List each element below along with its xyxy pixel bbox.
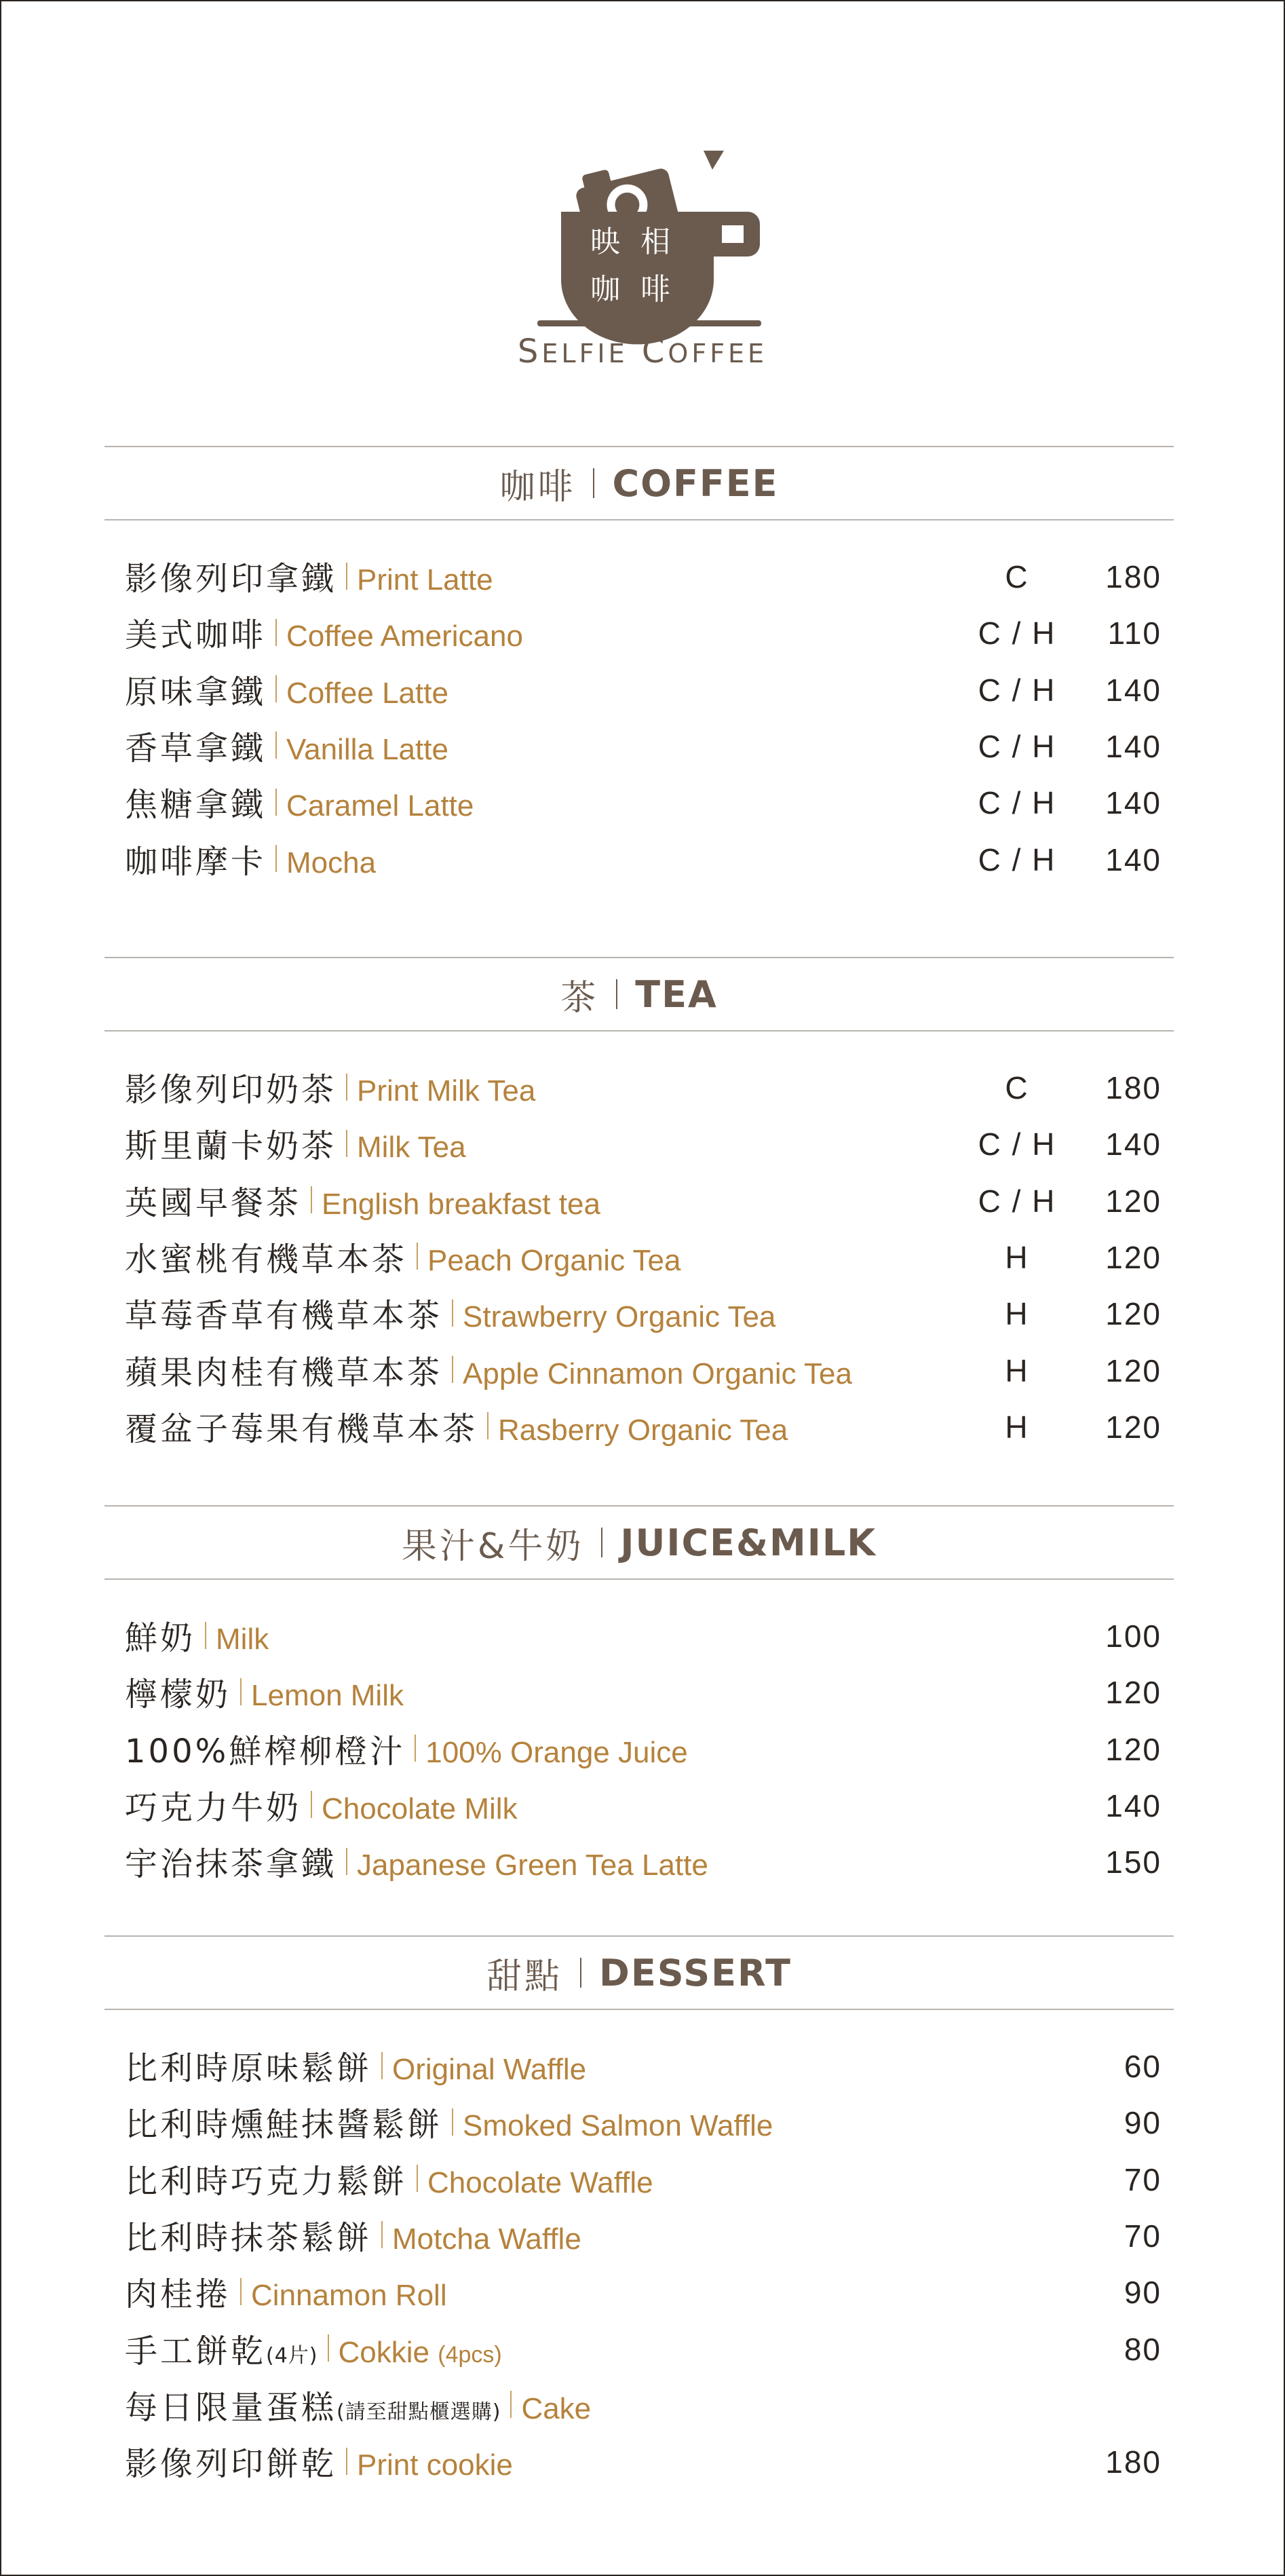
menu-item [125, 1663, 1174, 1720]
section-title-en: TEA [635, 972, 718, 1016]
item-name-zh: 檸檬奶 [125, 1675, 231, 1714]
item-temperature: H [1005, 1352, 1029, 1388]
item-price: 120 [1105, 1731, 1162, 1767]
section-title-zh: 甜點 [486, 1956, 563, 1997]
item-name [125, 1177, 600, 1224]
section-title-en: JUICE&MILK [620, 1521, 877, 1564]
item-name [125, 666, 448, 713]
item-price: 110 [1107, 615, 1162, 651]
section-header [104, 446, 1174, 520]
section-title-zh: 果汁&牛奶 [401, 1526, 584, 1567]
item-price: 140 [1105, 841, 1162, 877]
item-name-zh: 肉桂捲 [125, 2275, 231, 2314]
item-divider [328, 2334, 329, 2362]
menu-item [125, 1228, 1174, 1285]
item-price: 80 [1124, 2331, 1162, 2367]
item-name-en: Apple Cinnamon Organic Tea [463, 1357, 852, 1390]
item-temperature: H [1005, 1239, 1029, 1275]
item-divider [346, 1848, 347, 1875]
item-price: 100 [1105, 1618, 1162, 1654]
item-name [125, 835, 376, 882]
item-divider [311, 1791, 312, 1818]
item-price: 180 [1105, 2444, 1162, 2480]
menu-item [125, 1172, 1174, 1229]
divider [593, 468, 594, 498]
item-divider [275, 675, 277, 702]
item-price: 140 [1105, 1126, 1162, 1162]
item-name-en: Milk [216, 1623, 269, 1656]
item-divider [205, 1622, 206, 1649]
item-name-en: Mocha [286, 846, 377, 879]
menu-item [125, 2037, 1174, 2094]
item-divider [240, 1678, 242, 1705]
item-name-en: English breakfast tea [322, 1187, 600, 1221]
item-price: 60 [1124, 2049, 1162, 2084]
item-name-zh: 影像列印奶茶 [125, 1071, 337, 1109]
item-price: 120 [1105, 1183, 1162, 1219]
menu-item [125, 1777, 1174, 1834]
brand-name: SELFIE COFFEE [517, 333, 768, 371]
item-name-en: Print Latte [357, 563, 493, 596]
section-juice-milk [104, 1505, 1174, 1884]
item-name [125, 2155, 653, 2202]
item-divider [381, 2052, 383, 2079]
menu-item [125, 1342, 1174, 1399]
item-divider [381, 2221, 383, 2248]
menu-item [125, 2376, 1174, 2433]
menu-item [125, 774, 1174, 831]
item-price: 180 [1105, 1070, 1162, 1105]
section-header [104, 1505, 1174, 1580]
item-price: 140 [1105, 1787, 1162, 1823]
menu-item [125, 661, 1174, 718]
item-name-en: Smoked Salmon Waffle [463, 2109, 773, 2143]
item-name-zh: 鮮奶 [125, 1619, 196, 1657]
menu-item [125, 2263, 1174, 2320]
item-price: 120 [1105, 1352, 1162, 1388]
item-name [125, 552, 493, 599]
menu-item [125, 717, 1174, 774]
menu-item [125, 1285, 1174, 1342]
item-price: 90 [1124, 2105, 1162, 2141]
item-name-zh: 咖啡摩卡 [125, 842, 267, 881]
item-temperature: C / H [978, 841, 1056, 877]
item-name [125, 1612, 269, 1659]
item-name [125, 2438, 513, 2484]
item-price: 140 [1105, 728, 1162, 764]
item-name-en: 100% Orange Juice [425, 1735, 688, 1769]
item-name [125, 1725, 688, 1772]
menu-item [125, 2151, 1174, 2208]
item-divider [487, 1412, 488, 1439]
item-temperature: C / H [978, 1126, 1056, 1162]
section-header [104, 957, 1174, 1031]
item-name [125, 1289, 775, 1336]
item-name [125, 2381, 591, 2428]
item-name-en: Cokkie (4pcs) [338, 2335, 502, 2369]
item-name [125, 1063, 535, 1110]
item-name [125, 2268, 447, 2315]
item-name [125, 2325, 502, 2372]
item-name-zh: 覆盆子莓果有機草本茶 [125, 1409, 478, 1448]
item-price: 150 [1105, 1844, 1162, 1880]
item-name-zh: 比利時原味鬆餅 [125, 2049, 372, 2087]
section-title-en: COFFEE [612, 461, 779, 505]
item-divider [346, 563, 347, 590]
item-price: 90 [1124, 2275, 1162, 2311]
item-name-zh: 焦糖拿鐵 [125, 786, 267, 825]
item-divider [346, 2448, 347, 2475]
item-name-zh: 宇治抹茶拿鐵 [125, 1845, 337, 1884]
item-name [125, 1838, 708, 1884]
menu-item [125, 2433, 1174, 2490]
item-price: 120 [1105, 1675, 1162, 1711]
item-note: (4片) [266, 2343, 318, 2368]
menu-item [125, 548, 1174, 605]
item-divider [275, 732, 277, 759]
item-divider [417, 2165, 418, 2192]
item-price: 140 [1105, 672, 1162, 708]
item-divider [275, 789, 277, 816]
logo-text-top: 映 相 [590, 225, 676, 259]
item-name [125, 2098, 773, 2145]
item-en-note: (4pcs) [438, 2341, 502, 2368]
menu-item [125, 1115, 1174, 1172]
item-temperature: C [1005, 1070, 1029, 1105]
divider [601, 1528, 602, 1557]
item-name-zh: 影像列印拿鐵 [125, 560, 337, 598]
item-name-zh: 手工餅乾 [125, 2332, 267, 2370]
item-name [125, 1781, 518, 1828]
item-name-en: Peach Organic Tea [427, 1243, 681, 1277]
item-name [125, 1668, 404, 1715]
item-name-en: Chocolate Milk [322, 1792, 518, 1825]
item-name [125, 2042, 586, 2089]
item-name-en: Milk Tea [357, 1131, 466, 1164]
section-title-zh: 茶 [560, 977, 599, 1019]
section-dessert [104, 1935, 1174, 2484]
item-name-zh: 比利時燻鮭抹醬鬆餅 [125, 2106, 443, 2144]
menu-item [125, 1720, 1174, 1777]
item-name-en: Lemon Milk [251, 1679, 404, 1713]
menu-item [125, 831, 1174, 888]
item-name [125, 1346, 852, 1393]
item-name-zh: 水蜜桃有機草本茶 [125, 1240, 408, 1278]
item-name-en: Coffee Latte [286, 676, 448, 710]
item-name-en: Vanilla Latte [286, 732, 448, 766]
item-temperature: H [1005, 1296, 1029, 1332]
item-name-en: Japanese Green Tea Latte [357, 1849, 708, 1882]
item-price: 140 [1105, 785, 1162, 821]
section-title-zh: 咖啡 [499, 466, 576, 508]
item-name-zh: 每日限量蛋糕 [125, 2388, 337, 2427]
item-name [125, 1120, 466, 1167]
menu-item [125, 2094, 1174, 2151]
item-divider [452, 1300, 453, 1327]
divider [616, 979, 617, 1009]
item-divider [240, 2278, 242, 2305]
item-name [125, 1403, 788, 1450]
item-name [125, 778, 474, 825]
item-name-zh: 英國早餐茶 [125, 1183, 302, 1222]
item-name-zh: 草莓香草有機草本茶 [125, 1297, 443, 1336]
item-divider [415, 1735, 416, 1762]
menu-item [125, 1607, 1174, 1664]
item-name [125, 2212, 581, 2258]
item-name-en: Strawberry Organic Tea [463, 1300, 776, 1334]
item-name-zh: 蘋果肉桂有機草本茶 [125, 1353, 443, 1392]
item-name-en: Print cookie [357, 2448, 513, 2482]
item-divider [452, 2108, 453, 2136]
section-coffee [104, 446, 1174, 881]
item-name-en: Motcha Waffle [392, 2222, 581, 2256]
item-name-zh: 比利時巧克力鬆餅 [125, 2162, 408, 2201]
item-divider [311, 1186, 312, 1213]
item-name-en: Print Milk Tea [357, 1074, 536, 1107]
menu-item [125, 1398, 1174, 1455]
item-price: 70 [1124, 2161, 1162, 2197]
item-name-zh: 影像列印餅乾 [125, 2445, 337, 2484]
item-temperature: C / H [978, 672, 1056, 708]
item-price: 120 [1105, 1239, 1162, 1275]
item-divider [275, 619, 277, 646]
item-name-en: Caramel Latte [286, 789, 474, 823]
menu-item [125, 1833, 1174, 1890]
item-temperature: C / H [978, 728, 1056, 764]
item-temperature: C / H [978, 1183, 1056, 1219]
item-divider [452, 1356, 453, 1383]
section-header [104, 1935, 1174, 2010]
item-price: 120 [1105, 1409, 1162, 1445]
item-divider [510, 2391, 512, 2418]
item-name-zh: 美式咖啡 [125, 616, 267, 655]
menu-item [125, 2207, 1174, 2264]
item-divider [275, 845, 277, 872]
item-name-zh: 巧克力牛奶 [125, 1788, 302, 1827]
menu-item [125, 1059, 1174, 1116]
item-name-en: Chocolate Waffle [427, 2165, 653, 2199]
item-name-en: Coffee Americano [286, 620, 523, 654]
section-tea [104, 957, 1174, 1448]
item-name [125, 609, 523, 656]
item-note: (請至甜點櫃選購) [337, 2400, 501, 2424]
item-name-en: Rasberry Organic Tea [498, 1413, 788, 1447]
item-name [125, 722, 448, 769]
item-name-zh: 100%鮮榨柳橙汁 [125, 1732, 406, 1770]
divider [580, 1958, 581, 1988]
item-name-en: Cinnamon Roll [251, 2279, 447, 2313]
section-title-en: DESSERT [599, 1951, 792, 1994]
item-temperature: H [1005, 1409, 1029, 1445]
item-temperature: C [1005, 559, 1029, 594]
item-name-zh: 香草拿鐵 [125, 729, 267, 768]
item-name-zh: 斯里蘭卡奶茶 [125, 1127, 337, 1166]
item-name [125, 1233, 680, 1280]
item-name-en: Cake [521, 2391, 592, 2425]
item-name-en: Original Waffle [392, 2053, 587, 2086]
menu-item [125, 604, 1174, 661]
item-temperature: C / H [978, 785, 1056, 821]
item-temperature: C / H [978, 615, 1056, 651]
item-price: 180 [1105, 559, 1162, 594]
menu-item [125, 2320, 1174, 2377]
item-price: 120 [1105, 1296, 1162, 1332]
item-divider [346, 1130, 347, 1157]
item-price: 70 [1124, 2218, 1162, 2254]
item-divider [417, 1243, 418, 1270]
logo-text-bottom: 咖 啡 [590, 272, 676, 307]
item-divider [346, 1074, 347, 1101]
item-name-zh: 比利時抹茶鬆餅 [125, 2218, 372, 2257]
item-name-zh: 原味拿鐵 [125, 673, 267, 711]
